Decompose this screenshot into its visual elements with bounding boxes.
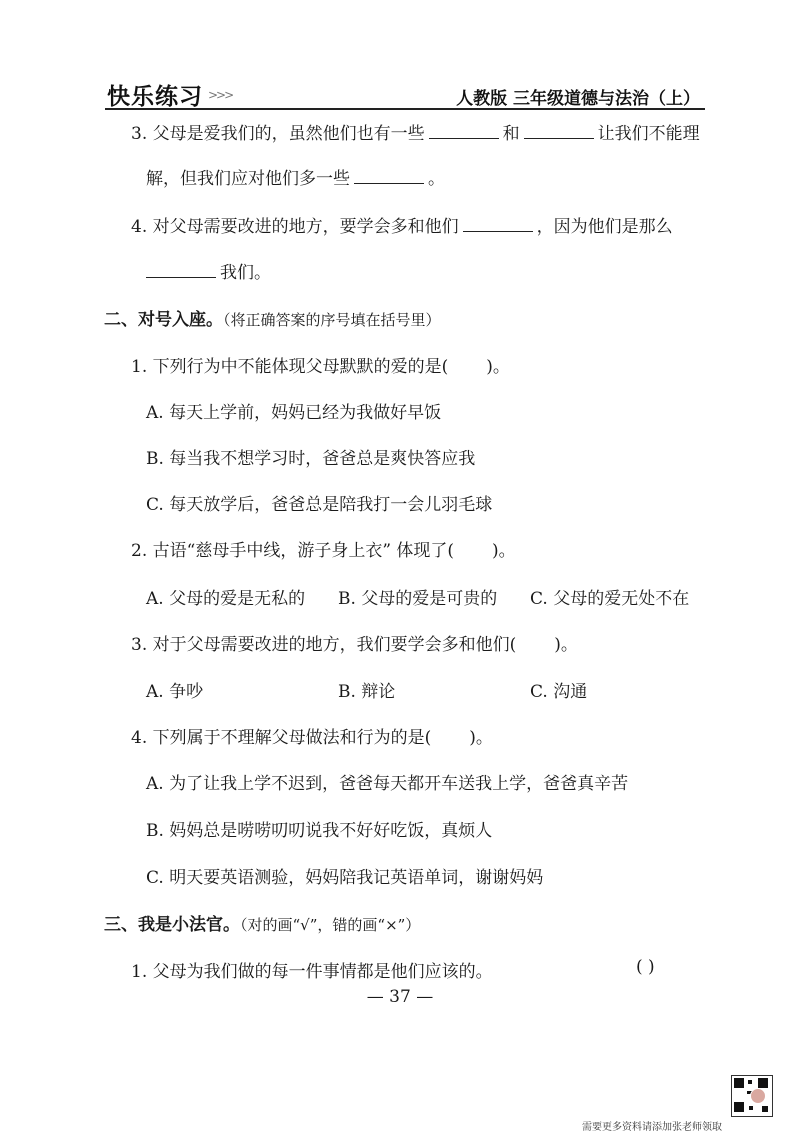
option: B. 每当我不想学习时，爸爸总是爽快答应我 [146,449,476,469]
chevron-decoration-icon: >>> [208,88,233,102]
option: C. 沟通 [530,682,588,702]
answer-box[interactable]: ( ) [636,957,655,977]
answer-blank[interactable] [429,122,499,139]
option: B. 妈妈总是唠唠叨叨说我不好好吃饭，真烦人 [146,821,493,841]
option: A. 父母的爱是无私的 [146,589,306,609]
question-2-2: 2. 古语“慈母手中线，游子身上衣” 体现了( )。 [131,541,516,561]
question-1-3-line-2: 解，但我们应对他们多一些 。 [146,169,445,189]
option: A. 争吵 [146,682,204,702]
option: C. 每天放学后，爸爸总是陪我打一会儿羽毛球 [146,495,493,515]
book-title: 人教版 三年级道德与法治（上） [456,89,700,109]
question-2-3: 3. 对于父母需要改进的地方，我们要学会多和他们( )。 [131,635,578,655]
option: B. 父母的爱是可贵的 [338,589,498,609]
question-2-4: 4. 下列属于不理解父母做法和行为的是( )。 [131,728,493,748]
footer-note: 需要更多资料请添加张老师领取 [582,1122,722,1133]
brand-title: 快乐练习 [107,84,203,110]
section-2-heading: 二、对号入座。（将正确答案的序号填在括号里） [104,310,441,330]
answer-blank[interactable] [463,215,533,232]
option: A. 每天上学前，妈妈已经为我做好早饭 [146,403,442,423]
option: C. 明天要英语测验，妈妈陪我记英语单词，谢谢妈妈 [146,868,544,888]
avatar [750,1088,766,1104]
option: C. 父母的爱无处不在 [530,589,690,609]
answer-blank[interactable] [146,261,216,278]
page-number: — 37 — [366,987,434,1007]
question-1-3-line-1: 3. 父母是爱我们的，虽然他们也有一些 和 让我们不能理 [131,124,700,144]
question-2-1: 1. 下列行为中不能体现父母默默的爱的是( )。 [131,357,510,377]
section-3-heading: 三、我是小法官。（对的画“√”，错的画“×”） [104,915,421,935]
question-3-1: 1. 父母为我们做的每一件事情都是他们应该的。 [131,962,493,982]
option: B. 辩论 [338,682,396,702]
question-1-4-line-2: 我们。 [146,258,271,283]
option: A. 为了让我上学不迟到，爸爸每天都开车送我上学，爸爸真辛苦 [146,774,629,794]
answer-blank[interactable] [354,167,424,184]
answer-blank[interactable] [524,122,594,139]
question-1-4-line-1: 4. 对父母需要改进的地方，要学会多和他们 ，因为他们是那么 [131,217,673,237]
